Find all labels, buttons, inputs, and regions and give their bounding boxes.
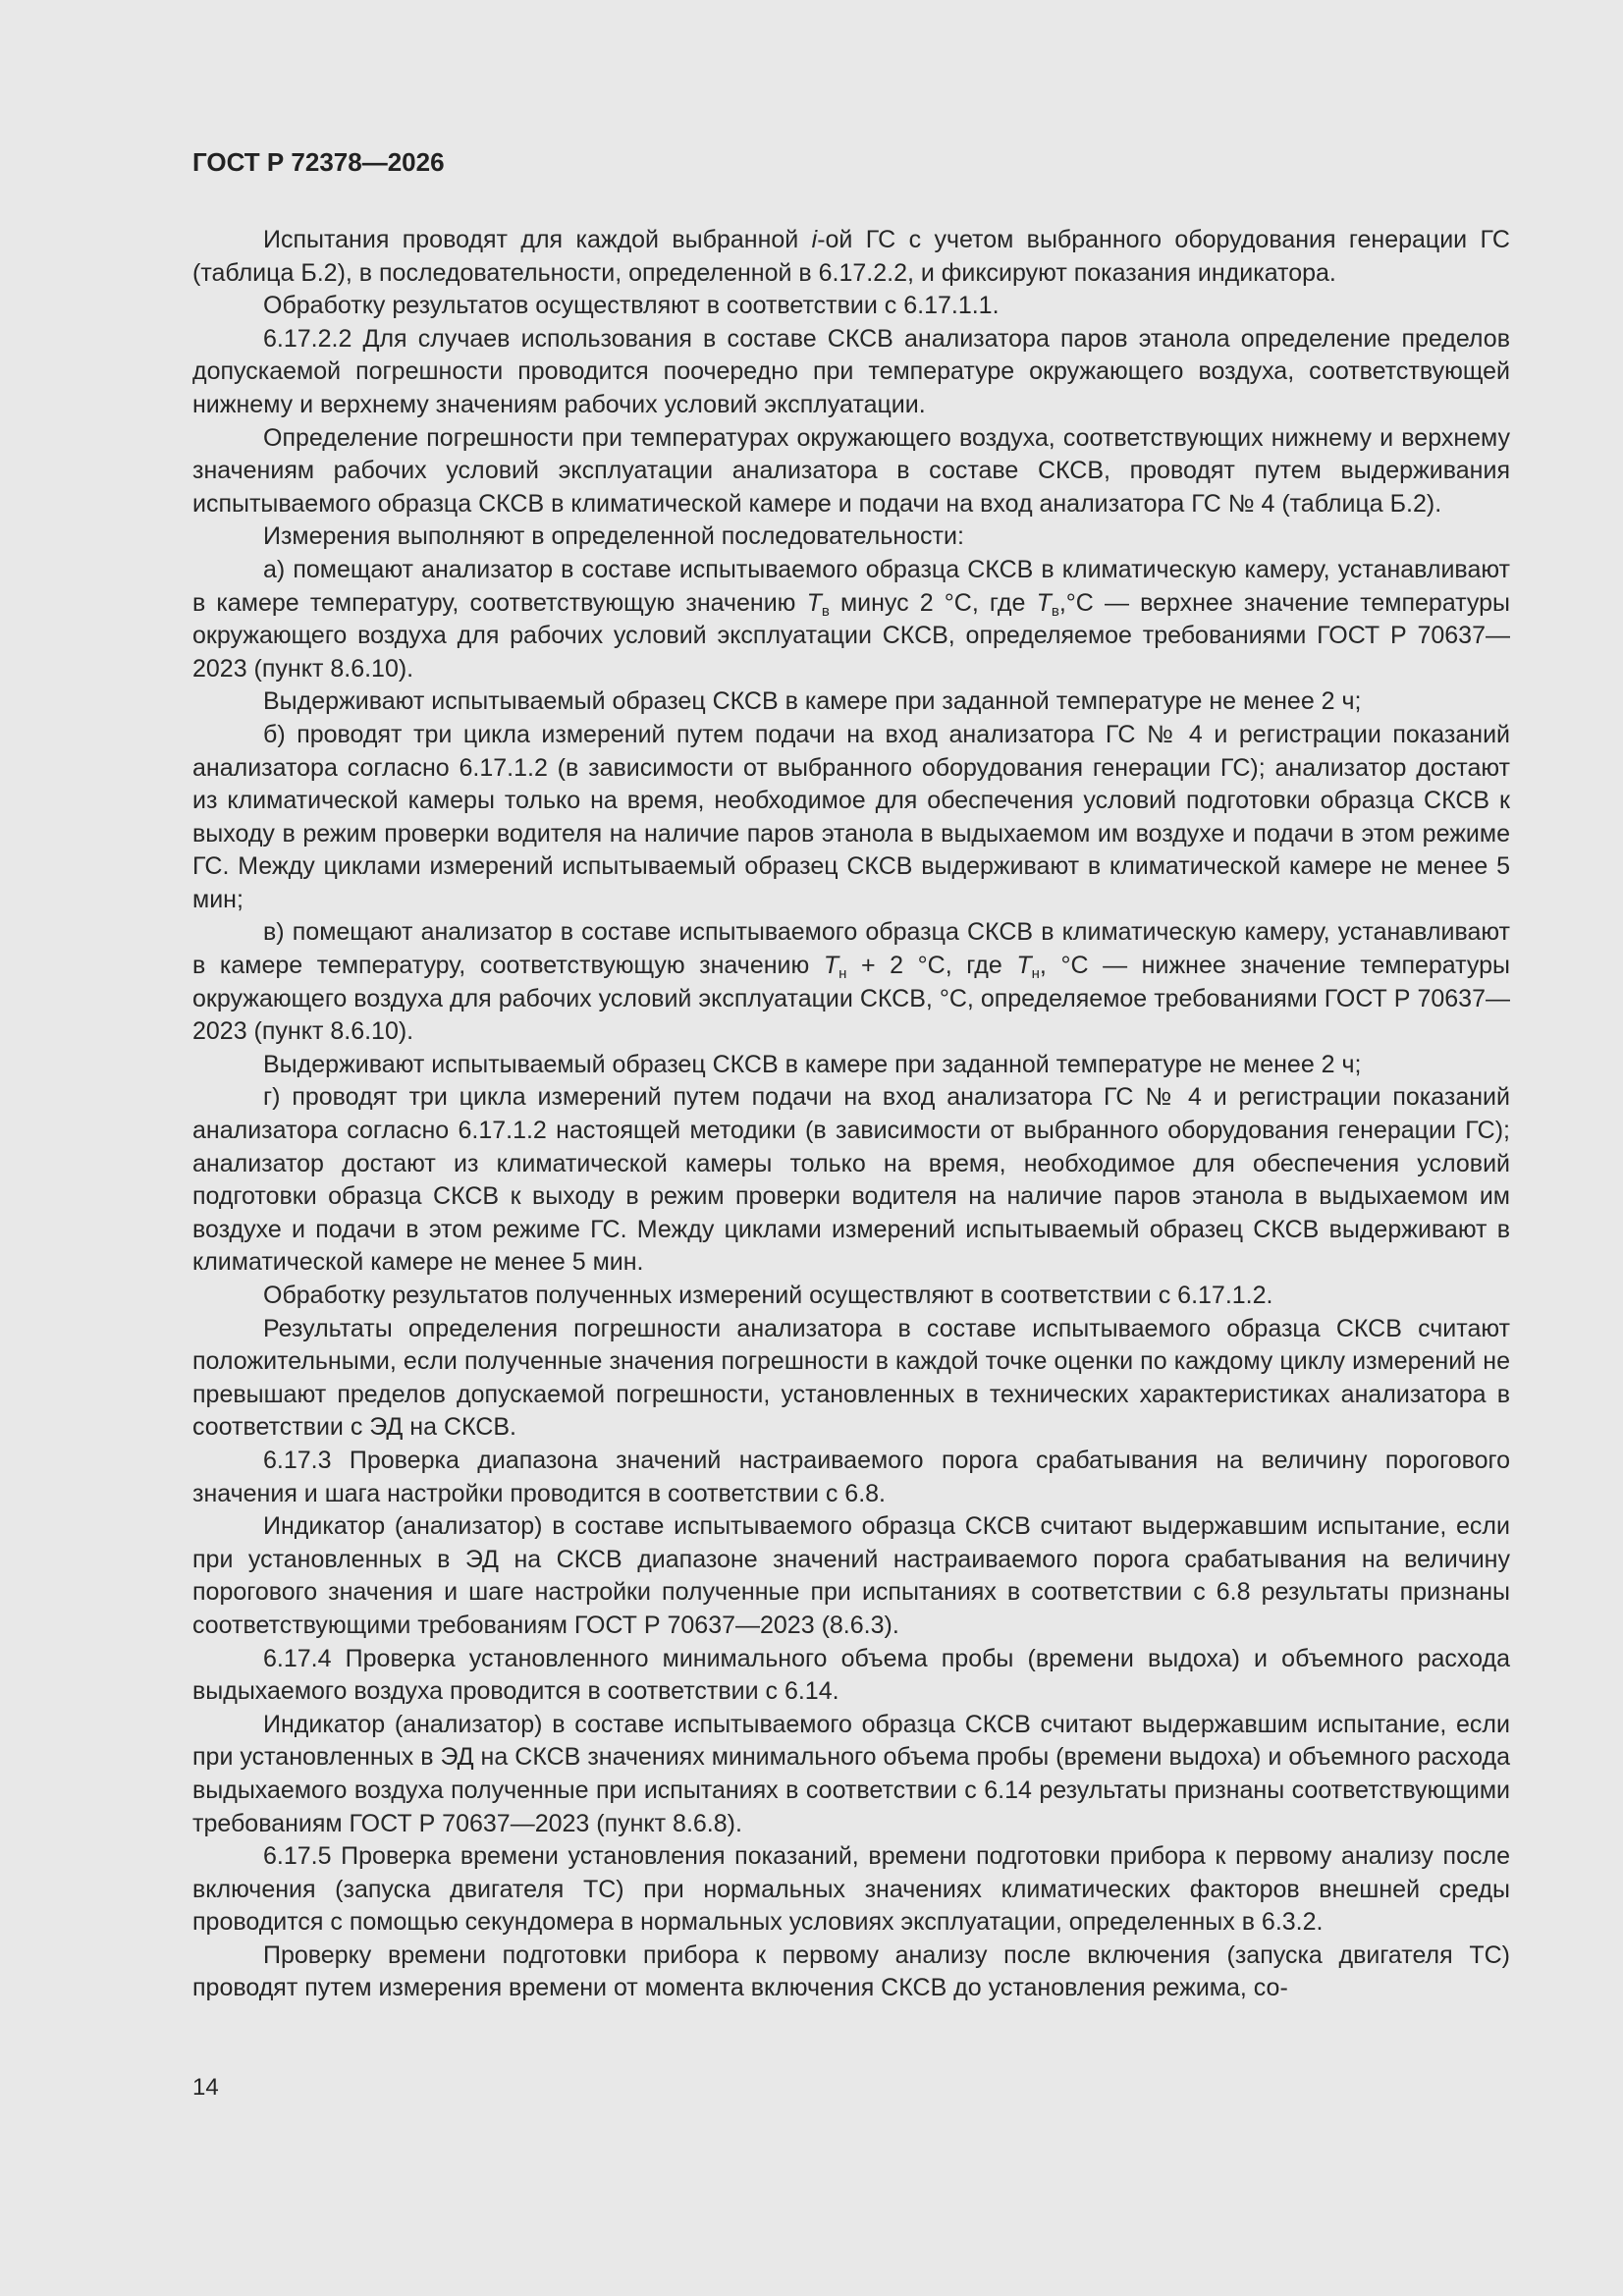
- section-6-17-3: 6.17.3 Проверка диапазона значений настраиваемого порога срабатывания на величину порогового значения и шага настройки проводится в соответствии с 6.8.: [192, 1446, 1510, 1507]
- paragraph: Измерения выполняют в определенной последовательности:: [263, 522, 964, 551]
- paragraph: Проверку времени подготовки прибора к первому анализу после включения (запуска двигателя ТС) проводят путем измерения времени от момента включения СКСВ до установления режима, со-: [192, 1941, 1510, 2002]
- paragraph: Результаты определения погрешности анализатора в составе испытываемого образца СКСВ считают положительными, если полученные значения погрешности в каждой точке оценки по каждому циклу измерений не превышают пределов допускаемой погрешности, установленных в технических характеристиках анализатора в соответствии с ЭД на СКСВ.: [192, 1314, 1510, 1442]
- paragraph: Испытания проводят для каждой выбранной i-ой ГС с учетом выбранного оборудования генерации ГС (таблица Б.2), в последовательности, определенной в 6.17.2.2, и фиксируют показания индикатора.: [192, 226, 1510, 287]
- document-header: ГОСТ Р 72378—2026: [192, 147, 445, 177]
- page-number: 14: [192, 2074, 219, 2101]
- section-6-17-4: 6.17.4 Проверка установленного минимального объема пробы (времени выдоха) и объемного расхода выдыхаемого воздуха проводится в соответствии с 6.14.: [192, 1644, 1510, 1706]
- list-item-b: б) проводят три цикла измерений путем подачи на вход анализатора ГС № 4 и регистрации показаний анализатора согласно 6.17.1.2 (в зависимости от выбранного оборудования генерации ГС); анализатор достают из климатической камеры только на время, необходимое для обеспечения условий подготовки образца СКСВ к выходу в режим проверки водителя на наличие паров этанола в выдыхаемом им воздухе и подачи в этом режиме ГС. Между циклами измерений испытываемый образец СКСВ выдерживают в климатической камере не менее 5 мин;: [192, 720, 1510, 913]
- paragraph: Выдерживают испытываемый образец СКСВ в камере при заданной температуре не менее 2 ч;: [263, 687, 1362, 716]
- paragraph: Индикатор (анализатор) в составе испытываемого образца СКСВ считают выдержавшим испытание, если при установленных в ЭД на СКСВ значениях минимального объема пробы (времени выдоха) и объемного расхода выдыхаемого воздуха полученные при испытаниях в соответствии с 6.14 результаты признаны соответствующими требованиям ГОСТ Р 70637—2023 (пункт 8.6.8).: [192, 1710, 1510, 1837]
- document-body: [192, 224, 1510, 2005]
- section-6-17-2-2: 6.17.2.2 Для случаев использования в составе СКСВ анализатора паров этанола определение пределов допускаемой погрешности проводится поочередно при температуре окружающего воздуха, соответствующей нижнему и верхнему значениям рабочих условий эксплуатации.: [192, 324, 1510, 418]
- paragraph: Определение погрешности при температурах окружающего воздуха, соответствующих нижнему и верхнему значениям рабочих условий эксплуатации анализатора в составе СКСВ, проводят путем выдерживания испытываемого образца СКСВ в климатической камере и подачи на вход анализатора ГС № 4 (таблица Б.2).: [192, 423, 1510, 518]
- section-6-17-5: 6.17.5 Проверка времени установления показаний, времени подготовки прибора к первому анализу после включения (запуска двигателя ТС) при нормальных значениях климатических факторов внешней среды проводится с помощью секундомера в нормальных условиях эксплуатации, определенных в 6.3.2.: [192, 1842, 1510, 1937]
- list-item-g: г) проводят три цикла измерений путем подачи на вход анализатора ГС № 4 и регистрации показаний анализатора согласно 6.17.1.2 настоящей методики (в зависимости от выбранного оборудования генерации ГС); анализатор достают из климатической камеры только на время, необходимое для обеспечения условий подготовки образца СКСВ к выходу в режим проверки водителя на наличие паров этанола в выдыхаемом им воздухе и подачи в этом режиме ГС. Между циклами измерений испытываемый образец СКСВ выдерживают в климатической камере не менее 5 мин.: [192, 1083, 1510, 1277]
- list-item-a: а) помещают анализатор в составе испытываемого образца СКСВ в климатическую камеру, устанавливают в камере температуру, соответствующую значению $T_в$ минус 2 °С, где $T_в,^\circ С$ — верхнее значение температуры окружающего воздуха для рабочих условий эксплуатации СКСВ, определяемое требованиями ГОСТ Р 70637—2023 (пункт 8.6.10).: [192, 555, 1510, 683]
- paragraph: Обработку результатов полученных измерений осуществляют в соответствии с 6.17.1.2.: [263, 1282, 1273, 1309]
- paragraph: Обработку результатов осуществляют в соответствии с 6.17.1.1.: [263, 292, 1000, 320]
- list-item-v: в) помещают анализатор в составе испытываемого образца СКСВ в климатическую камеру, устанавливают в камере температуру, соответствующую значению $T_н + 2$ °С, где $T_н$, °С — нижнее значение температуры окружающего воздуха для рабочих условий эксплуатации СКСВ, °С, определяемое требованиями ГОСТ Р 70637—2023 (пункт 8.6.10).: [192, 918, 1510, 1046]
- paragraph: Выдерживают испытываемый образец СКСВ в камере при заданной температуре не менее 2 ч;: [263, 1050, 1362, 1078]
- paragraph: Индикатор (анализатор) в составе испытываемого образца СКСВ считают выдержавшим испытание, если при установленных в ЭД на СКСВ диапазоне значений настраиваемого порога срабатывания на величину порогового значения и шаге настройки полученные при испытаниях в соответствии с 6.8 результаты признаны соответствующими требованиям ГОСТ Р 70637—2023 (8.6.3).: [192, 1512, 1510, 1639]
